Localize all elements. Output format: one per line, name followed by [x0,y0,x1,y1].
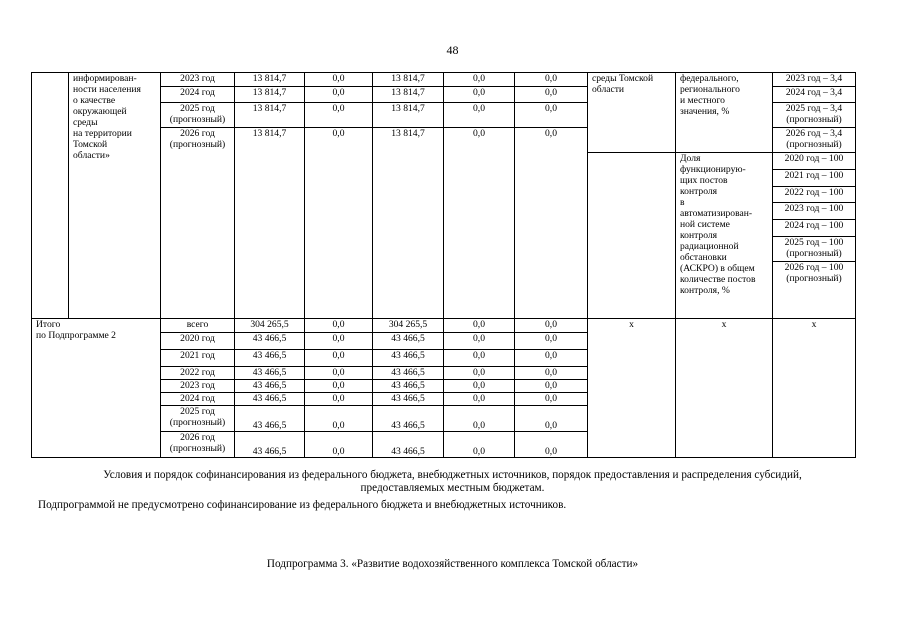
notes [0,469,905,512]
extra-cell: 0,0 [515,432,588,458]
extra-cell: 0,0 [515,87,588,103]
extra-cell: 0,0 [515,73,588,87]
total-cell: 43 466,5 [235,393,305,406]
table-row [32,319,856,333]
indicator-value: 2021 год – 100 [773,170,856,187]
year-cell: 2025 год (прогнозный) [161,103,235,128]
budget-table [31,72,856,458]
total-x-cell: x [676,319,773,458]
number-cell [32,73,69,319]
local-cell: 0,0 [444,103,515,128]
federal-cell: 0,0 [305,393,373,406]
local-cell: 0,0 [444,406,515,432]
year-cell: 2024 год [161,87,235,103]
extra-cell: 0,0 [515,333,588,350]
indicator-value: 2026 год – 100 (прогнозный) [773,262,856,319]
page-number: 48 [446,43,459,57]
extra-cell: 0,0 [515,393,588,406]
regional-cell: 43 466,5 [373,393,444,406]
total-cell: 13 814,7 [235,128,305,319]
federal-cell: 0,0 [305,333,373,350]
total-cell: 43 466,5 [235,432,305,458]
federal-cell: 0,0 [305,350,373,367]
local-cell: 0,0 [444,333,515,350]
measure-name: информирован- ности населения о качестве окружающей среды на территории Томской области» [69,73,161,319]
federal-cell: 0,0 [305,103,373,128]
regional-cell: 43 466,5 [373,406,444,432]
federal-cell: 0,0 [305,87,373,103]
local-cell: 0,0 [444,432,515,458]
extra-cell: 0,0 [515,350,588,367]
year-cell: всего [161,319,235,333]
regional-cell: 43 466,5 [373,333,444,350]
indicator-name: федерального, регионального и местного значения, % [676,73,773,153]
total-cell: 43 466,5 [235,367,305,380]
regional-cell: 13 814,7 [373,73,444,87]
total-x-cell: x [773,319,856,458]
executor-empty-cell [588,153,676,319]
total-cell: 13 814,7 [235,103,305,128]
indicator-value: 2025 год – 3,4 (прогнозный) [773,103,856,128]
regional-cell: 13 814,7 [373,103,444,128]
regional-cell: 43 466,5 [373,432,444,458]
year-cell: 2021 год [161,350,235,367]
year-cell: 2020 год [161,333,235,350]
regional-cell: 43 466,5 [373,350,444,367]
indicator-value: 2025 год – 100 (прогнозный) [773,237,856,262]
local-cell: 0,0 [444,380,515,393]
table-row [32,73,856,87]
year-cell: 2023 год [161,380,235,393]
federal-cell: 0,0 [305,380,373,393]
total-cell: 13 814,7 [235,73,305,87]
total-cell: 13 814,7 [235,87,305,103]
indicator-value: 2020 год – 100 [773,153,856,170]
total-cell: 43 466,5 [235,406,305,432]
local-cell: 0,0 [444,350,515,367]
extra-cell: 0,0 [515,103,588,128]
indicator-value: 2023 год – 3,4 [773,73,856,87]
cofinancing-note: Условия и порядок софинансирования из федерального бюджета, внебюджетных источников, порядок предоставления и распределения субсидий, [103,469,802,481]
year-cell: 2026 год (прогнозный) [161,432,235,458]
executor-cell: среды Томской области [588,73,676,153]
indicator-value: 2024 год – 3,4 [773,87,856,103]
federal-cell: 0,0 [305,319,373,333]
regional-cell: 43 466,5 [373,367,444,380]
federal-cell: 0,0 [305,406,373,432]
local-cell: 0,0 [444,128,515,319]
indicator-value: 2026 год – 3,4 (прогнозный) [773,128,856,153]
total-cell: 43 466,5 [235,380,305,393]
total-cell: 304 265,5 [235,319,305,333]
indicator-value: 2024 год – 100 [773,220,856,237]
federal-cell: 0,0 [305,73,373,87]
total-cell: 43 466,5 [235,350,305,367]
local-cell: 0,0 [444,73,515,87]
total-x-cell: x [588,319,676,458]
local-cell: 0,0 [444,367,515,380]
regional-cell: 13 814,7 [373,87,444,103]
indicator-value: 2022 год – 100 [773,187,856,203]
indicator-value: 2023 год – 100 [773,203,856,220]
local-cell: 0,0 [444,393,515,406]
regional-cell: 43 466,5 [373,380,444,393]
extra-cell: 0,0 [515,367,588,380]
federal-cell: 0,0 [305,432,373,458]
no-cofinancing-note: Подпрограммой не предусмотрено софинансирование из федерального бюджета и внебюджетных источников. [38,499,567,511]
total-cell: 43 466,5 [235,333,305,350]
year-cell: 2025 год (прогнозный) [161,406,235,432]
regional-cell: 304 265,5 [373,319,444,333]
extra-cell: 0,0 [515,380,588,393]
year-cell: 2022 год [161,367,235,380]
total-label: Итого по Подпрограмме 2 [32,319,161,458]
local-cell: 0,0 [444,87,515,103]
extra-cell: 0,0 [515,406,588,432]
year-cell: 2023 год [161,73,235,87]
federal-cell: 0,0 [305,128,373,319]
extra-cell: 0,0 [515,319,588,333]
year-cell: 2024 год [161,393,235,406]
extra-cell: 0,0 [515,128,588,319]
cofinancing-note-continued: предоставляемых местным бюджетам. [360,482,545,494]
subprogram-title: Подпрограмма 3. «Развитие водохозяйственного комплекса Томской области» [266,558,639,570]
local-cell: 0,0 [444,319,515,333]
federal-cell: 0,0 [305,367,373,380]
year-cell: 2026 год (прогнозный) [161,128,235,319]
regional-cell: 13 814,7 [373,128,444,319]
indicator-name: Доля функционирую- щих постов контроля в автоматизирован- ной системе контроля радиационной обстановки (АСКРО) в общем количестве постов контроля, % [676,153,773,319]
